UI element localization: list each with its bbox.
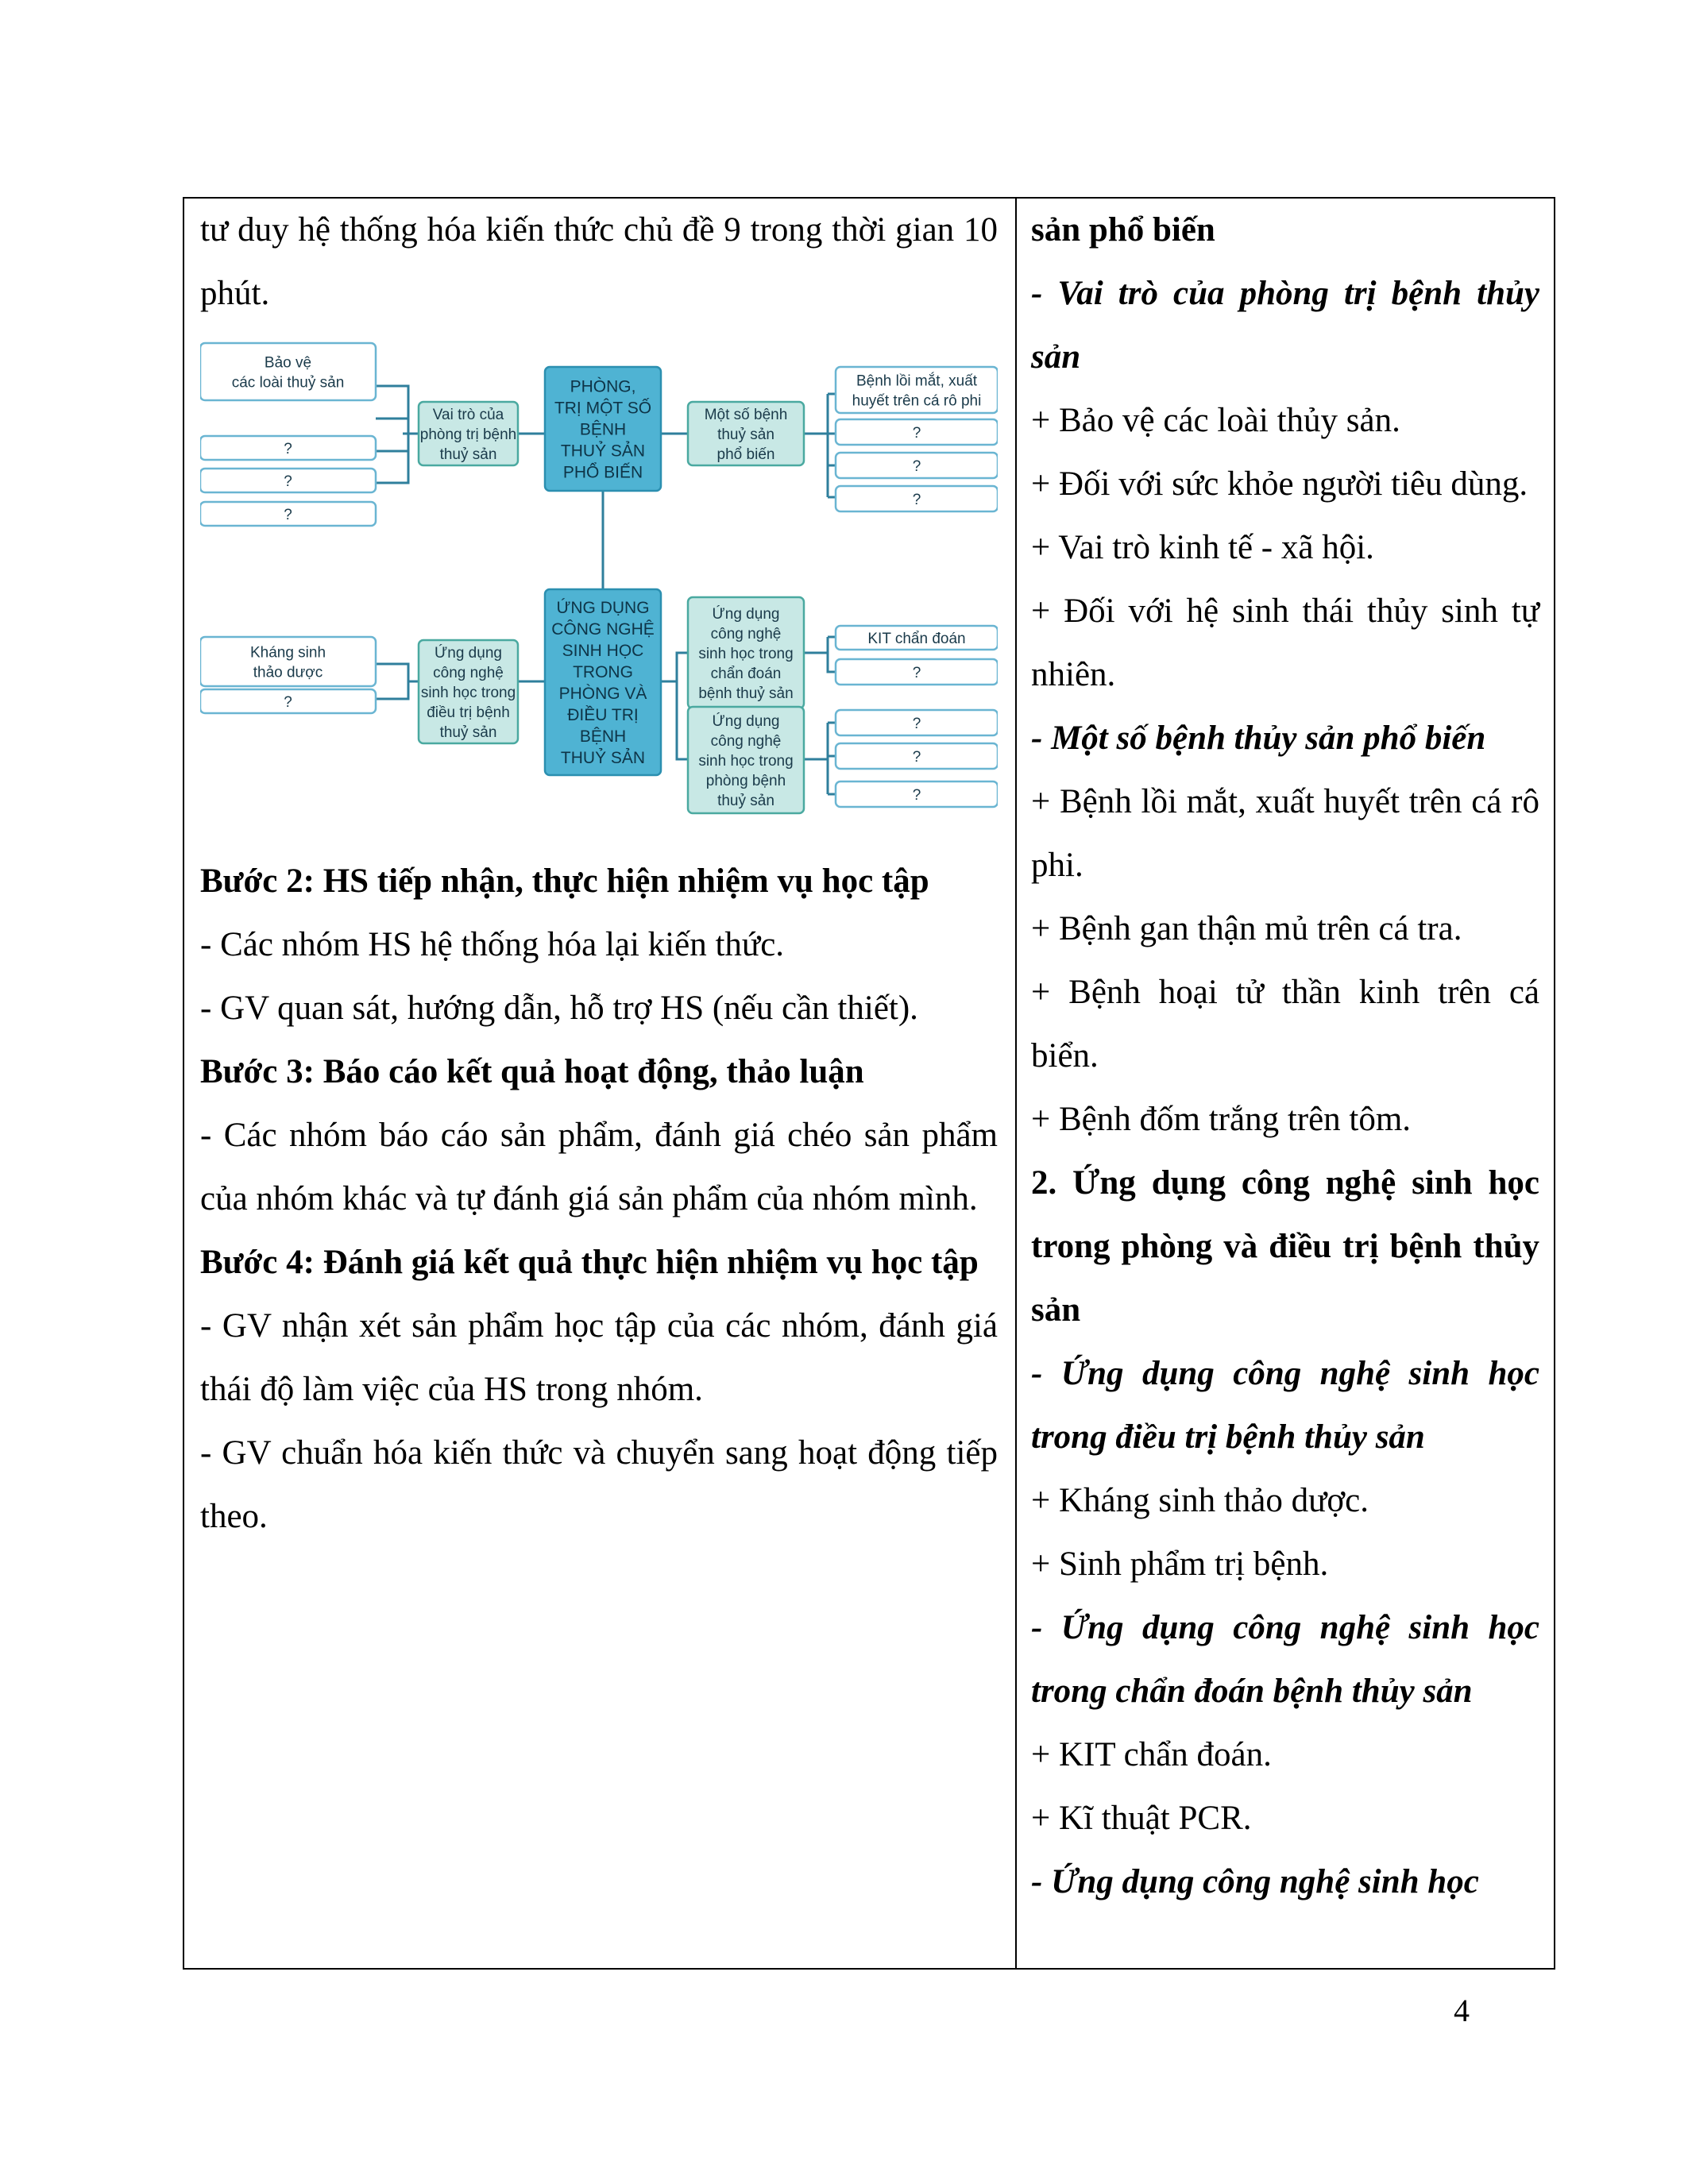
role-leaf-text: các loài thuỷ sản	[231, 374, 345, 392]
role-node-text: phòng trị bệnh	[419, 426, 517, 443]
role-leaf-text: Bảo vệ	[264, 354, 312, 372]
diagnosis-node-text: chẩn đoán	[710, 665, 782, 682]
section2-heading: 2. Ứng dụng công nghệ sinh học trong phòng và điều trị bệnh thủy sản	[1031, 1164, 1539, 1329]
diagnosis-node-text: công nghệ	[710, 625, 782, 642]
step2-line1: - Các nhóm HS hệ thống hóa lại kiến thức.	[200, 926, 785, 963]
role-leaf-text: ?	[284, 506, 292, 523]
diagnosis-leaf-text: KIT chẩn đoán	[867, 630, 966, 647]
diagnosis-node-text: sinh học trong	[698, 645, 794, 662]
diag-item: + KIT chẩn đoán.	[1031, 1736, 1272, 1773]
mind-map-diagram	[200, 335, 998, 843]
connector	[677, 681, 688, 759]
diagnosis-leaf-text: ?	[912, 664, 921, 681]
role-heading: - Vai trò của phòng trị bệnh thủy sản	[1031, 275, 1539, 376]
center-node-biotech-text: PHÒNG VÀ	[558, 685, 647, 704]
role-leaf	[200, 343, 376, 400]
treatment-leaf-text: Kháng sinh	[249, 644, 326, 662]
disease-leaf-text: ?	[912, 457, 921, 475]
treat-heading: - Ứng dụng công nghệ sinh học trong điều trị bệnh thủy sản	[1031, 1355, 1539, 1456]
lesson-table	[183, 197, 1555, 1970]
treat-item: + Kháng sinh thảo dược.	[1031, 1482, 1369, 1519]
center-node-biotech-text: SINH HỌC	[562, 642, 644, 661]
connector	[828, 637, 836, 672]
column-divider	[1015, 199, 1017, 1968]
center-node-biotech	[545, 589, 661, 775]
step4-title: Bước 4: Đánh giá kết quả thực hiện nhiệm vụ học tập	[200, 1244, 979, 1281]
role-item: + Đối với hệ sinh thái thủy sinh tự nhiên.	[1031, 592, 1539, 693]
step4-line2: - GV chuẩn hóa kiến thức và chuyển sang hoạt động tiếp theo.	[200, 1434, 998, 1535]
product-column	[1031, 199, 1539, 1914]
diag-item: + Kĩ thuật PCR.	[1031, 1800, 1252, 1837]
center-node-prevention-text: PHỔ BIẾN	[562, 463, 643, 482]
connector	[376, 451, 408, 483]
disease-node-text: phổ biến	[717, 446, 775, 463]
center-node-prevention-text: THUỶ SẢN	[560, 442, 646, 461]
step4-line1: - GV nhận xét sản phẩm học tập của các nhóm, đánh giá thái độ làm việc của HS trong nhóm.	[200, 1307, 998, 1408]
center-node-prevention-text: BỆNH	[579, 420, 627, 439]
disease-item: + Bệnh đốm trắng trên tôm.	[1031, 1101, 1412, 1138]
prevention-node-text: công nghệ	[710, 732, 782, 750]
center-node-biotech-text: ĐIỀU TRỊ	[567, 706, 639, 725]
mind-map-svg	[200, 335, 998, 843]
treatment-node-text: công nghệ	[433, 664, 504, 681]
role-item: + Bảo vệ các loài thủy sản.	[1031, 402, 1400, 439]
prevention-leaf-text: ?	[912, 715, 921, 732]
prevent-heading: - Ứng dụng công nghệ sinh học	[1031, 1863, 1479, 1900]
treatment-node-text: sinh học trong	[420, 684, 516, 701]
treatment-leaf-text: ?	[284, 693, 292, 711]
prevention-leaf-text: ?	[912, 748, 921, 766]
treatment-leaf-text: thảo dược	[253, 664, 323, 681]
treatment-node-text: thuỷ sản	[439, 723, 497, 741]
disease-item: + Bệnh hoại tử thần kinh trên cá biển.	[1031, 974, 1539, 1075]
activity-column	[200, 199, 998, 1549]
role-item: + Vai trò kinh tế - xã hội.	[1031, 529, 1374, 566]
disease-heading: - Một số bệnh thủy sản phổ biến	[1031, 720, 1486, 757]
diag-heading: - Ứng dụng công nghệ sinh học trong chẩn đoán bệnh thủy sản	[1031, 1609, 1539, 1710]
disease-node-text: thuỷ sản	[717, 426, 774, 443]
center-node-biotech-text: CÔNG NGHỆ	[551, 620, 655, 639]
treatment-node-text: điều trị bệnh	[427, 704, 510, 721]
disease-item: + Bệnh lồi mắt, xuất huyết trên cá rô phi.	[1031, 783, 1539, 884]
prevention-node-text: phòng bệnh	[705, 772, 786, 789]
role-node-text: Vai trò của	[432, 406, 504, 423]
prevention-node-text: Ứng dụng	[712, 712, 780, 730]
treat-item: + Sinh phẩm trị bệnh.	[1031, 1545, 1329, 1583]
center-node-biotech-text: TRONG	[573, 663, 633, 682]
prevention-node-text: thuỷ sản	[717, 792, 774, 809]
step3-title: Bước 3: Báo cáo kết quả hoạt động, thảo luận	[200, 1053, 864, 1090]
disease-leaf-text: ?	[912, 491, 921, 508]
center-node-biotech-text: BỆNH	[579, 727, 627, 747]
center-node-prevention-text: PHÒNG,	[570, 377, 636, 396]
connector	[376, 386, 408, 419]
role-leaf-text: ?	[284, 440, 292, 457]
center-node-prevention-text: TRỊ MỘT SỐ	[554, 399, 652, 418]
role-item: + Đối với sức khỏe người tiêu dùng.	[1031, 465, 1528, 503]
diagnosis-node-text: Ứng dụng	[712, 605, 780, 623]
right-top: sản phổ biến	[1031, 211, 1215, 249]
page-number: 4	[1454, 1993, 1470, 2028]
center-node-biotech-text: ỨNG DỤNG	[556, 599, 650, 618]
role-leaf-text: ?	[284, 473, 292, 490]
disease-leaf-text: ?	[912, 424, 921, 442]
step3-line1: - Các nhóm báo cáo sản phẩm, đánh giá chéo sản phẩm của nhóm khác và tự đánh giá sản phẩm của nhóm mình.	[200, 1117, 998, 1217]
center-node-biotech-text: THUỶ SẢN	[560, 749, 646, 768]
step2-title: Bước 2: HS tiếp nhận, thực hiện nhiệm vụ học tập	[200, 862, 929, 900]
treatment-node-text: Ứng dụng	[435, 644, 502, 662]
disease-node-text: Một số bệnh	[704, 406, 788, 423]
prevention-node-text: sinh học trong	[698, 752, 794, 770]
role-node-text: thuỷ sản	[439, 446, 497, 463]
disease-leaf-text: huyết trên cá rô phi	[852, 392, 982, 410]
intro-text: tư duy hệ thống hóa kiến thức chủ đề 9 trong thời gian 10 phút.	[200, 211, 998, 312]
disease-item: + Bệnh gan thận mủ trên cá tra.	[1031, 910, 1462, 947]
diagnosis-node-text: bệnh thuỷ sản	[698, 685, 794, 702]
connector	[661, 653, 688, 681]
connector	[376, 664, 408, 699]
disease-leaf-text: Bệnh lồi mắt, xuất	[856, 372, 978, 390]
prevention-leaf-text: ?	[912, 786, 921, 804]
step2-line2: - GV quan sát, hướng dẫn, hỗ trợ HS (nếu cần thiết).	[200, 990, 918, 1027]
